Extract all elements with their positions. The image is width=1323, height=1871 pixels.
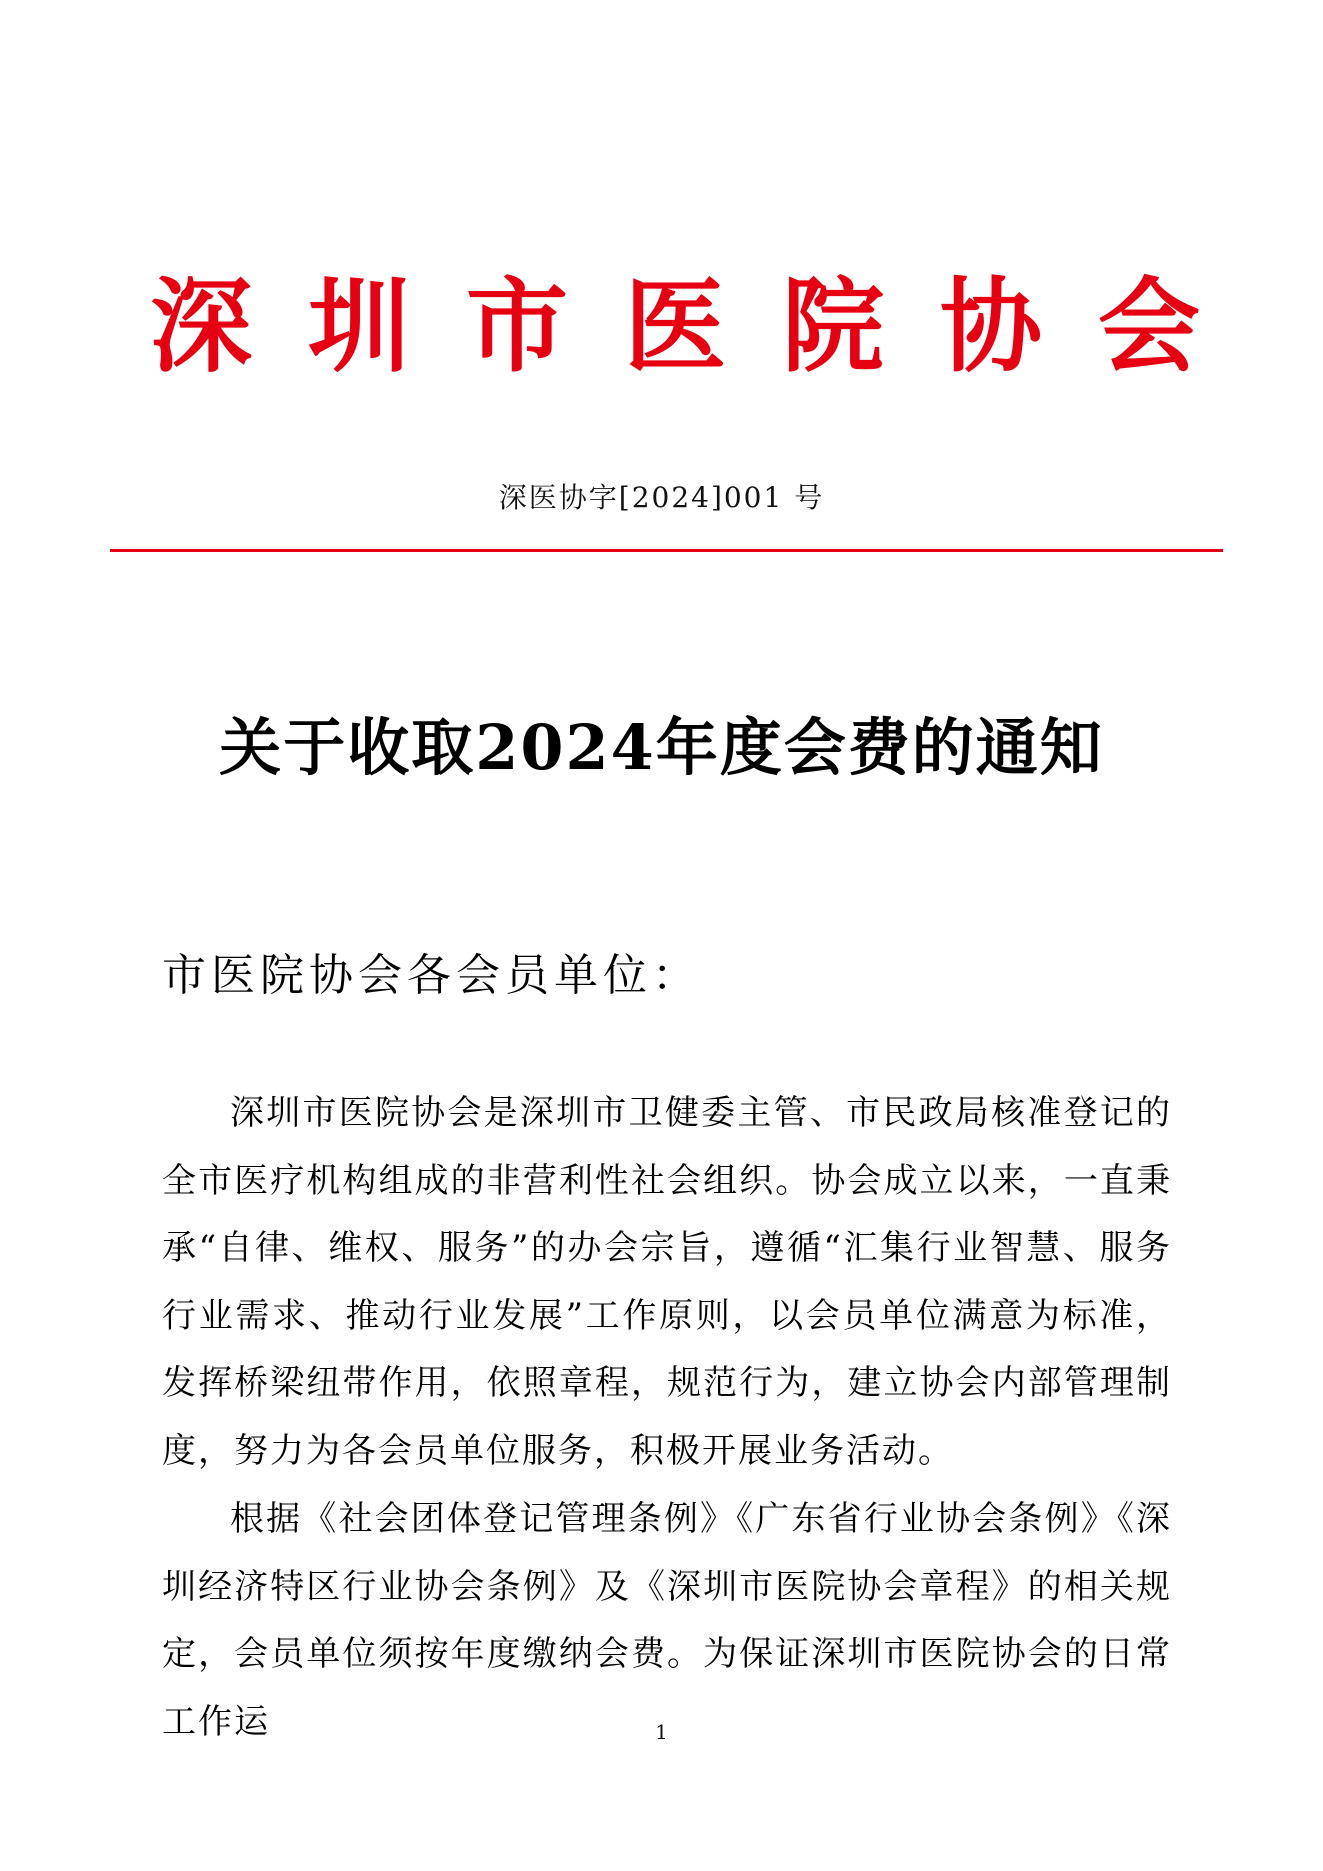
document-number: 深医协字[2024]001 号 — [498, 481, 825, 514]
organization-header-title: 深圳市医院协会 — [150, 268, 1256, 387]
body-paragraph-1: 深圳市医院协会是深圳市卫健委主管、市民政局核准登记的全市医疗机构组成的非营利性社会组织。协会成立以来，一直秉承“自律、维权、服务”的办会宗旨，遵循“汇集行业智慧、服务行业需求、推动行业发展”工作原则，以会员单位满意为标准，发挥桥梁纽带作用，依照章程，规范行为，建立协会内部管理制度，努力为各会员单位服务，积极开展业务活动。 — [162, 1093, 1172, 1471]
notice-title: 关于收取2024年度会费的通知 — [219, 711, 1104, 784]
notice-salutation: 市医院协会各会员单位： — [162, 950, 701, 1001]
body-paragraph-2: 根据《社会团体登记管理条例》《广东省行业协会条例》《深圳经济特区行业协会条例》及《深圳市医院协会章程》的相关规定，会员单位须按年度缴纳会费。为保证深圳市医院协会的日常工作运 — [162, 1499, 1172, 1742]
red-separator-line — [110, 549, 1223, 552]
page-number: 1 — [655, 1720, 668, 1744]
